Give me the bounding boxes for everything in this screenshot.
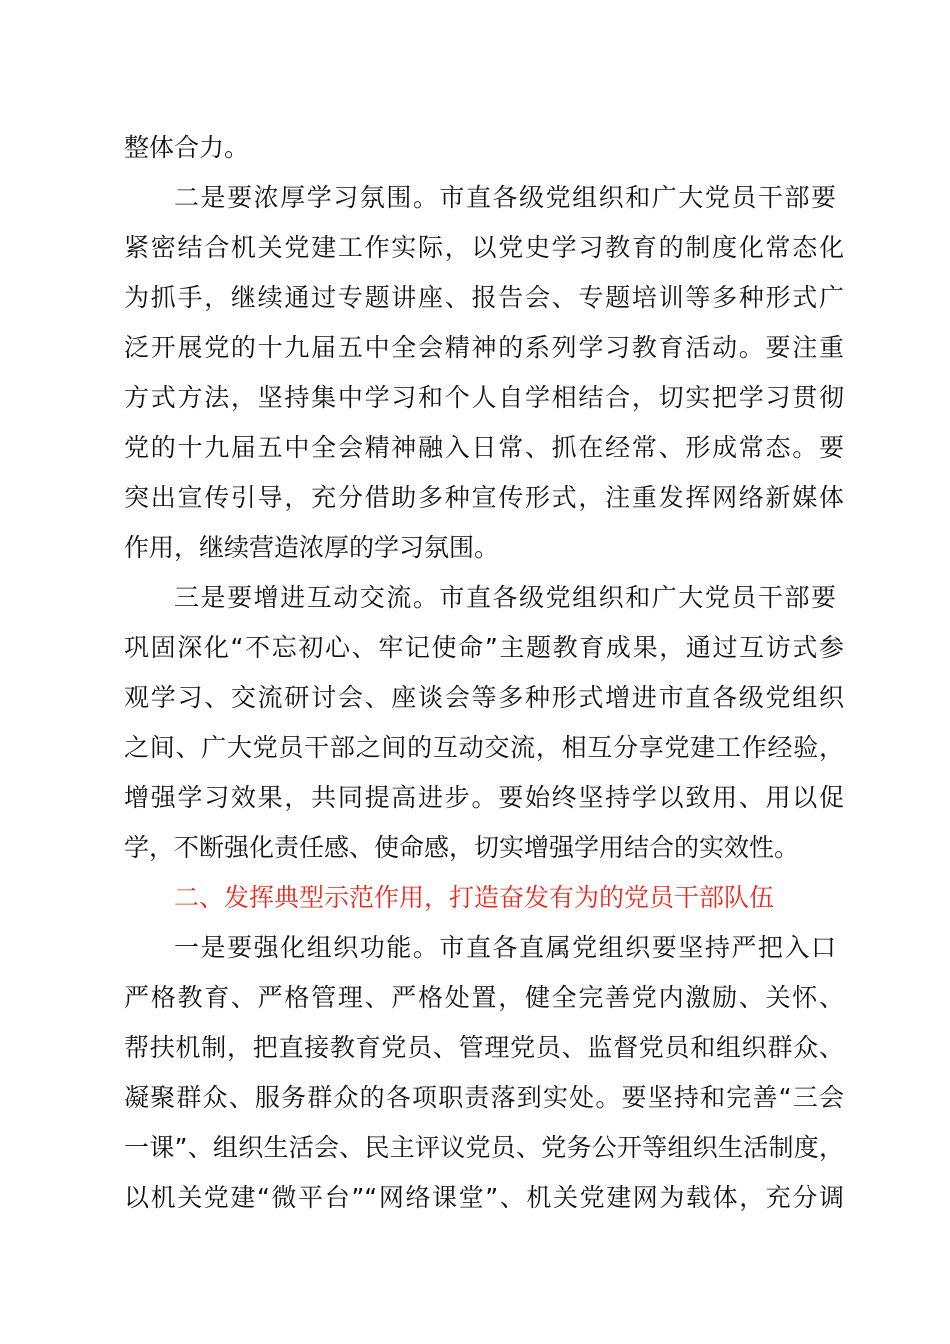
paragraph-start: 二是要浓厚学习氛围。市直各级党组织和广大党员干部要 — [174, 183, 836, 212]
text-line: 观学习、交流研讨会、座谈会等多种形式增进市直各级党组织 — [124, 683, 844, 712]
text-line: 以机关党建“微平台”“网络课堂”、机关党建网为载体，充分调 — [124, 1183, 844, 1212]
text-line: 整体合力。 — [124, 133, 250, 162]
text-line: 严格教育、严格管理、严格处置，健全完善党内激励、关怀、 — [124, 983, 844, 1012]
text-line: 凝聚群众、服务群众的各项职责落到实处。要坚持和完善“三会 — [124, 1083, 844, 1112]
text-line: 增强学习效果，共同提高进步。要始终坚持学以致用、用以促 — [124, 783, 844, 812]
section-heading: 二、发挥典型示范作用，打造奋发有为的党员干部队伍 — [174, 883, 775, 912]
text-line: 之间、广大党员干部之间的互动交流，相互分享党建工作经验， — [124, 733, 844, 762]
text-line: 一课”、组织生活会、民主评议党员、党务公开等组织生活制度， — [124, 1133, 844, 1162]
text-line: 方式方法，坚持集中学习和个人自学相结合，切实把学习贯彻 — [124, 383, 844, 412]
paragraph-start: 一是要强化组织功能。市直各直属党组织要坚持严把入口 — [174, 933, 836, 962]
text-line: 作用，继续营造浓厚的学习氛围。 — [124, 533, 500, 562]
text-line: 泛开展党的十九届五中全会精神的系列学习教育活动。要注重 — [124, 333, 844, 362]
text-line: 巩固深化“不忘初心、牢记使命”主题教育成果，通过互访式参 — [124, 633, 844, 662]
text-line: 突出宣传引导，充分借助多种宣传形式，注重发挥网络新媒体 — [124, 483, 844, 512]
text-line: 为抓手，继续通过专题讲座、报告会、专题培训等多种形式广 — [124, 283, 844, 312]
paragraph-start: 三是要增进互动交流。市直各级党组织和广大党员干部要 — [174, 583, 836, 612]
text-line: 帮扶机制，把直接教育党员、管理党员、监督党员和组织群众、 — [124, 1033, 844, 1062]
text-line: 学，不断强化责任感、使命感，切实增强学用结合的实效性。 — [124, 833, 800, 862]
text-line: 紧密结合机关党建工作实际，以党史学习教育的制度化常态化 — [124, 233, 844, 262]
text-line: 党的十九届五中全会精神融入日常、抓在经常、形成常态。要 — [124, 433, 844, 462]
